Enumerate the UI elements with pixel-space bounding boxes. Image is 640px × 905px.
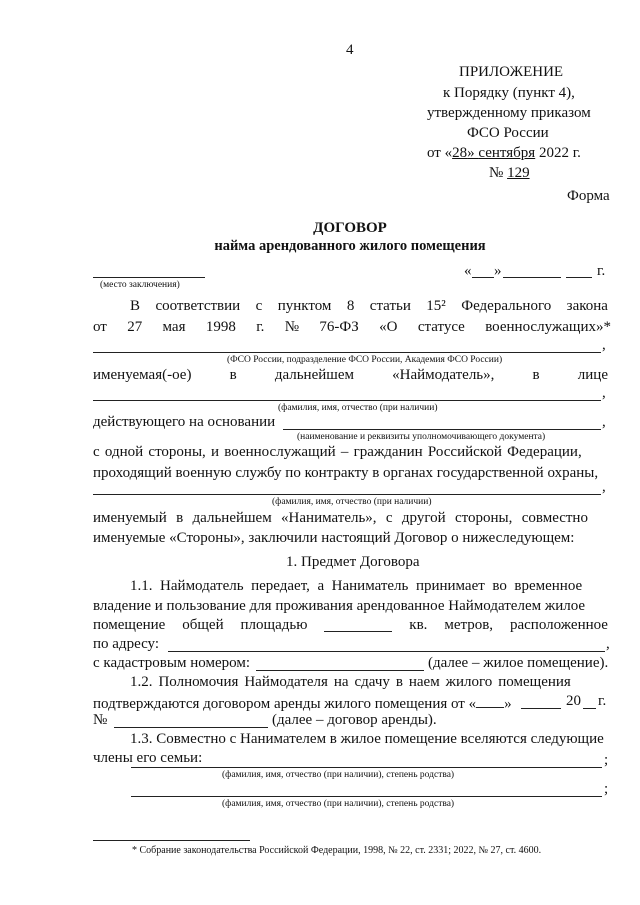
p11-line-3 (93, 617, 608, 634)
intro-word: 1998 (205, 319, 236, 335)
date-day: 28 (452, 145, 468, 161)
address-comma: , (606, 636, 610, 652)
intro-word: «О (379, 319, 398, 335)
family-line-1 (131, 767, 602, 768)
representative-comma: , (602, 385, 606, 401)
lease-year-line (583, 708, 596, 709)
intro-line-5: проходящий военную службу по контракту в органах государственной охраны, (93, 465, 599, 481)
intro-word: мая (162, 319, 186, 335)
family-caption-1: (фамилия, имя, отчество (при наличии), степень родства) (222, 770, 455, 780)
address-line (168, 651, 605, 652)
family-caption-2: (фамилия, имя, отчество (при наличии), степень родства) (222, 799, 455, 809)
basis-text: действующего на основании (93, 414, 276, 430)
intro-word: статьи (369, 298, 411, 314)
p11-word: помещение (93, 617, 166, 633)
contract-year-line (566, 277, 592, 278)
serviceman-comma: , (602, 479, 606, 495)
basis-line (283, 429, 601, 430)
intro-line-4: с одной стороны, и военнослужащий – гражданин Российской Федерации, (93, 444, 582, 460)
intro-word: В (130, 298, 141, 314)
p12-text: подтверждаются договором аренды жилого помещения от « (93, 696, 477, 712)
intro-word: в (532, 367, 540, 383)
intro-word: 76-ФЗ (319, 319, 359, 335)
intro-line-1 (130, 298, 608, 315)
page-number: 4 (346, 42, 354, 58)
p11-word: метров, (444, 617, 494, 633)
date-mid: » (467, 145, 479, 161)
appendix-date (427, 145, 581, 162)
p12-line-1: 1.2. Полномочия Наймодателя на сдачу в наем жилого помещения (130, 674, 571, 690)
p12-quote: » (504, 696, 512, 712)
footnote: * Собрание законодательства Российской Федерации, 1998, № 22, ст. 2331; 2022, № 27, ст. 4600. (132, 845, 542, 856)
intro-word: № (284, 319, 300, 335)
intro-word: соответствии (155, 298, 241, 314)
intro-word: 15² (426, 298, 446, 314)
basis-caption: (наименование и реквизиты уполномочивающего документа) (297, 432, 546, 442)
intro-word: закона (566, 298, 608, 314)
lease-day-blank (476, 693, 504, 708)
contract-date-open: « (464, 263, 472, 279)
cadastral-line (256, 670, 424, 671)
appendix-line-2: утвержденному приказом (427, 105, 591, 121)
representative-caption: (фамилия, имя, отчество (при наличии) (278, 403, 438, 413)
intro-word: лице (577, 367, 608, 383)
date-year: 2022 г. (535, 145, 581, 161)
intro-word: с (255, 298, 263, 314)
contract-month-line (503, 277, 561, 278)
intro-word: именуемая(-ое) (93, 367, 192, 383)
p11-word: общей (182, 617, 224, 633)
number-value: 129 (507, 165, 530, 181)
p11-line-1: 1.1. Наймодатель передает, а Наниматель принимает во временное (130, 578, 583, 594)
p11-line-2: владение и пользование для проживания арендованное Наймодателем жилое (93, 598, 586, 614)
lease-number-line (114, 727, 268, 728)
appendix-line-3: ФСО России (467, 125, 549, 141)
intro-word: 27 (127, 319, 143, 335)
fso-comma: , (602, 337, 606, 353)
lease-month-line (521, 708, 561, 709)
date-month: сентября (478, 145, 536, 161)
document-title: ДОГОВОР (313, 220, 387, 236)
section-1-heading: 1. Предмет Договора (286, 554, 420, 570)
intro-line-2 (93, 319, 611, 336)
basis-comma: , (602, 414, 606, 430)
lease-year-suffix: г. (598, 693, 607, 709)
intro-line-6: именуемый в дальнейшем «Наниматель», с другой стороны, совместно (93, 510, 588, 526)
lease-year-prefix: 20 (566, 693, 581, 709)
p11-word: площадью (240, 617, 308, 633)
contract-day-line (472, 277, 494, 278)
family-semicolon-2: ; (604, 781, 609, 797)
date-prefix: от « (427, 145, 453, 161)
intro-word: статусе (417, 319, 465, 335)
intro-line-7: именуемые «Стороны», заключили настоящий Договор о нижеследующем: (93, 530, 575, 546)
lease-number-suffix: (далее – договор аренды). (272, 712, 437, 728)
intro-word: дальнейшем (274, 367, 354, 383)
serviceman-caption: (фамилия, имя, отчество (при наличии) (272, 497, 432, 507)
contract-date-close: » (494, 263, 502, 279)
document-subtitle: найма арендованного жилого помещения (214, 238, 486, 254)
representative-line (93, 400, 601, 401)
p11-word: расположенное (509, 617, 608, 633)
place-line (93, 277, 205, 278)
appendix-title: ПРИЛОЖЕНИЕ (459, 64, 564, 80)
intro-word: пунктом (277, 298, 332, 314)
cadastral-suffix: (далее – жилое помещение). (428, 655, 609, 671)
intro-word: 8 (346, 298, 355, 314)
appendix-line-1: к Порядку (пункт 4), (443, 85, 575, 101)
intro-word: в (229, 367, 237, 383)
contract-year-suffix: г. (597, 263, 606, 279)
p13-line-2: члены его семьи: (93, 750, 203, 766)
fso-line (93, 352, 601, 353)
family-semicolon-1: ; (604, 752, 609, 768)
intro-word: Федерального (461, 298, 552, 314)
fso-caption: (ФСО России, подразделение ФСО России, Академия ФСО России) (227, 355, 503, 365)
intro-word: «Наймодатель», (392, 367, 495, 383)
cadastral-label: с кадастровым номером: (93, 655, 250, 671)
lease-number-sign: № (93, 712, 108, 728)
family-line-2 (131, 796, 602, 797)
p11-word: кв. (409, 617, 428, 633)
place-caption: (место заключения) (100, 280, 180, 290)
p12-line-2 (93, 693, 512, 713)
area-blank (324, 617, 392, 632)
intro-word: от (93, 319, 107, 335)
intro-word: г. (256, 319, 265, 335)
p13-line-1: 1.3. Совместно с Нанимателем в жилое помещение вселяются следующие (130, 731, 604, 747)
serviceman-line (93, 494, 601, 495)
number-prefix: № (489, 165, 508, 181)
appendix-number (489, 165, 530, 182)
address-label: по адресу: (93, 636, 160, 652)
intro-word: военнослужащих»* (485, 319, 611, 335)
form-label: Форма (567, 188, 610, 204)
footnote-separator (93, 840, 250, 841)
intro-line-3 (93, 367, 608, 384)
